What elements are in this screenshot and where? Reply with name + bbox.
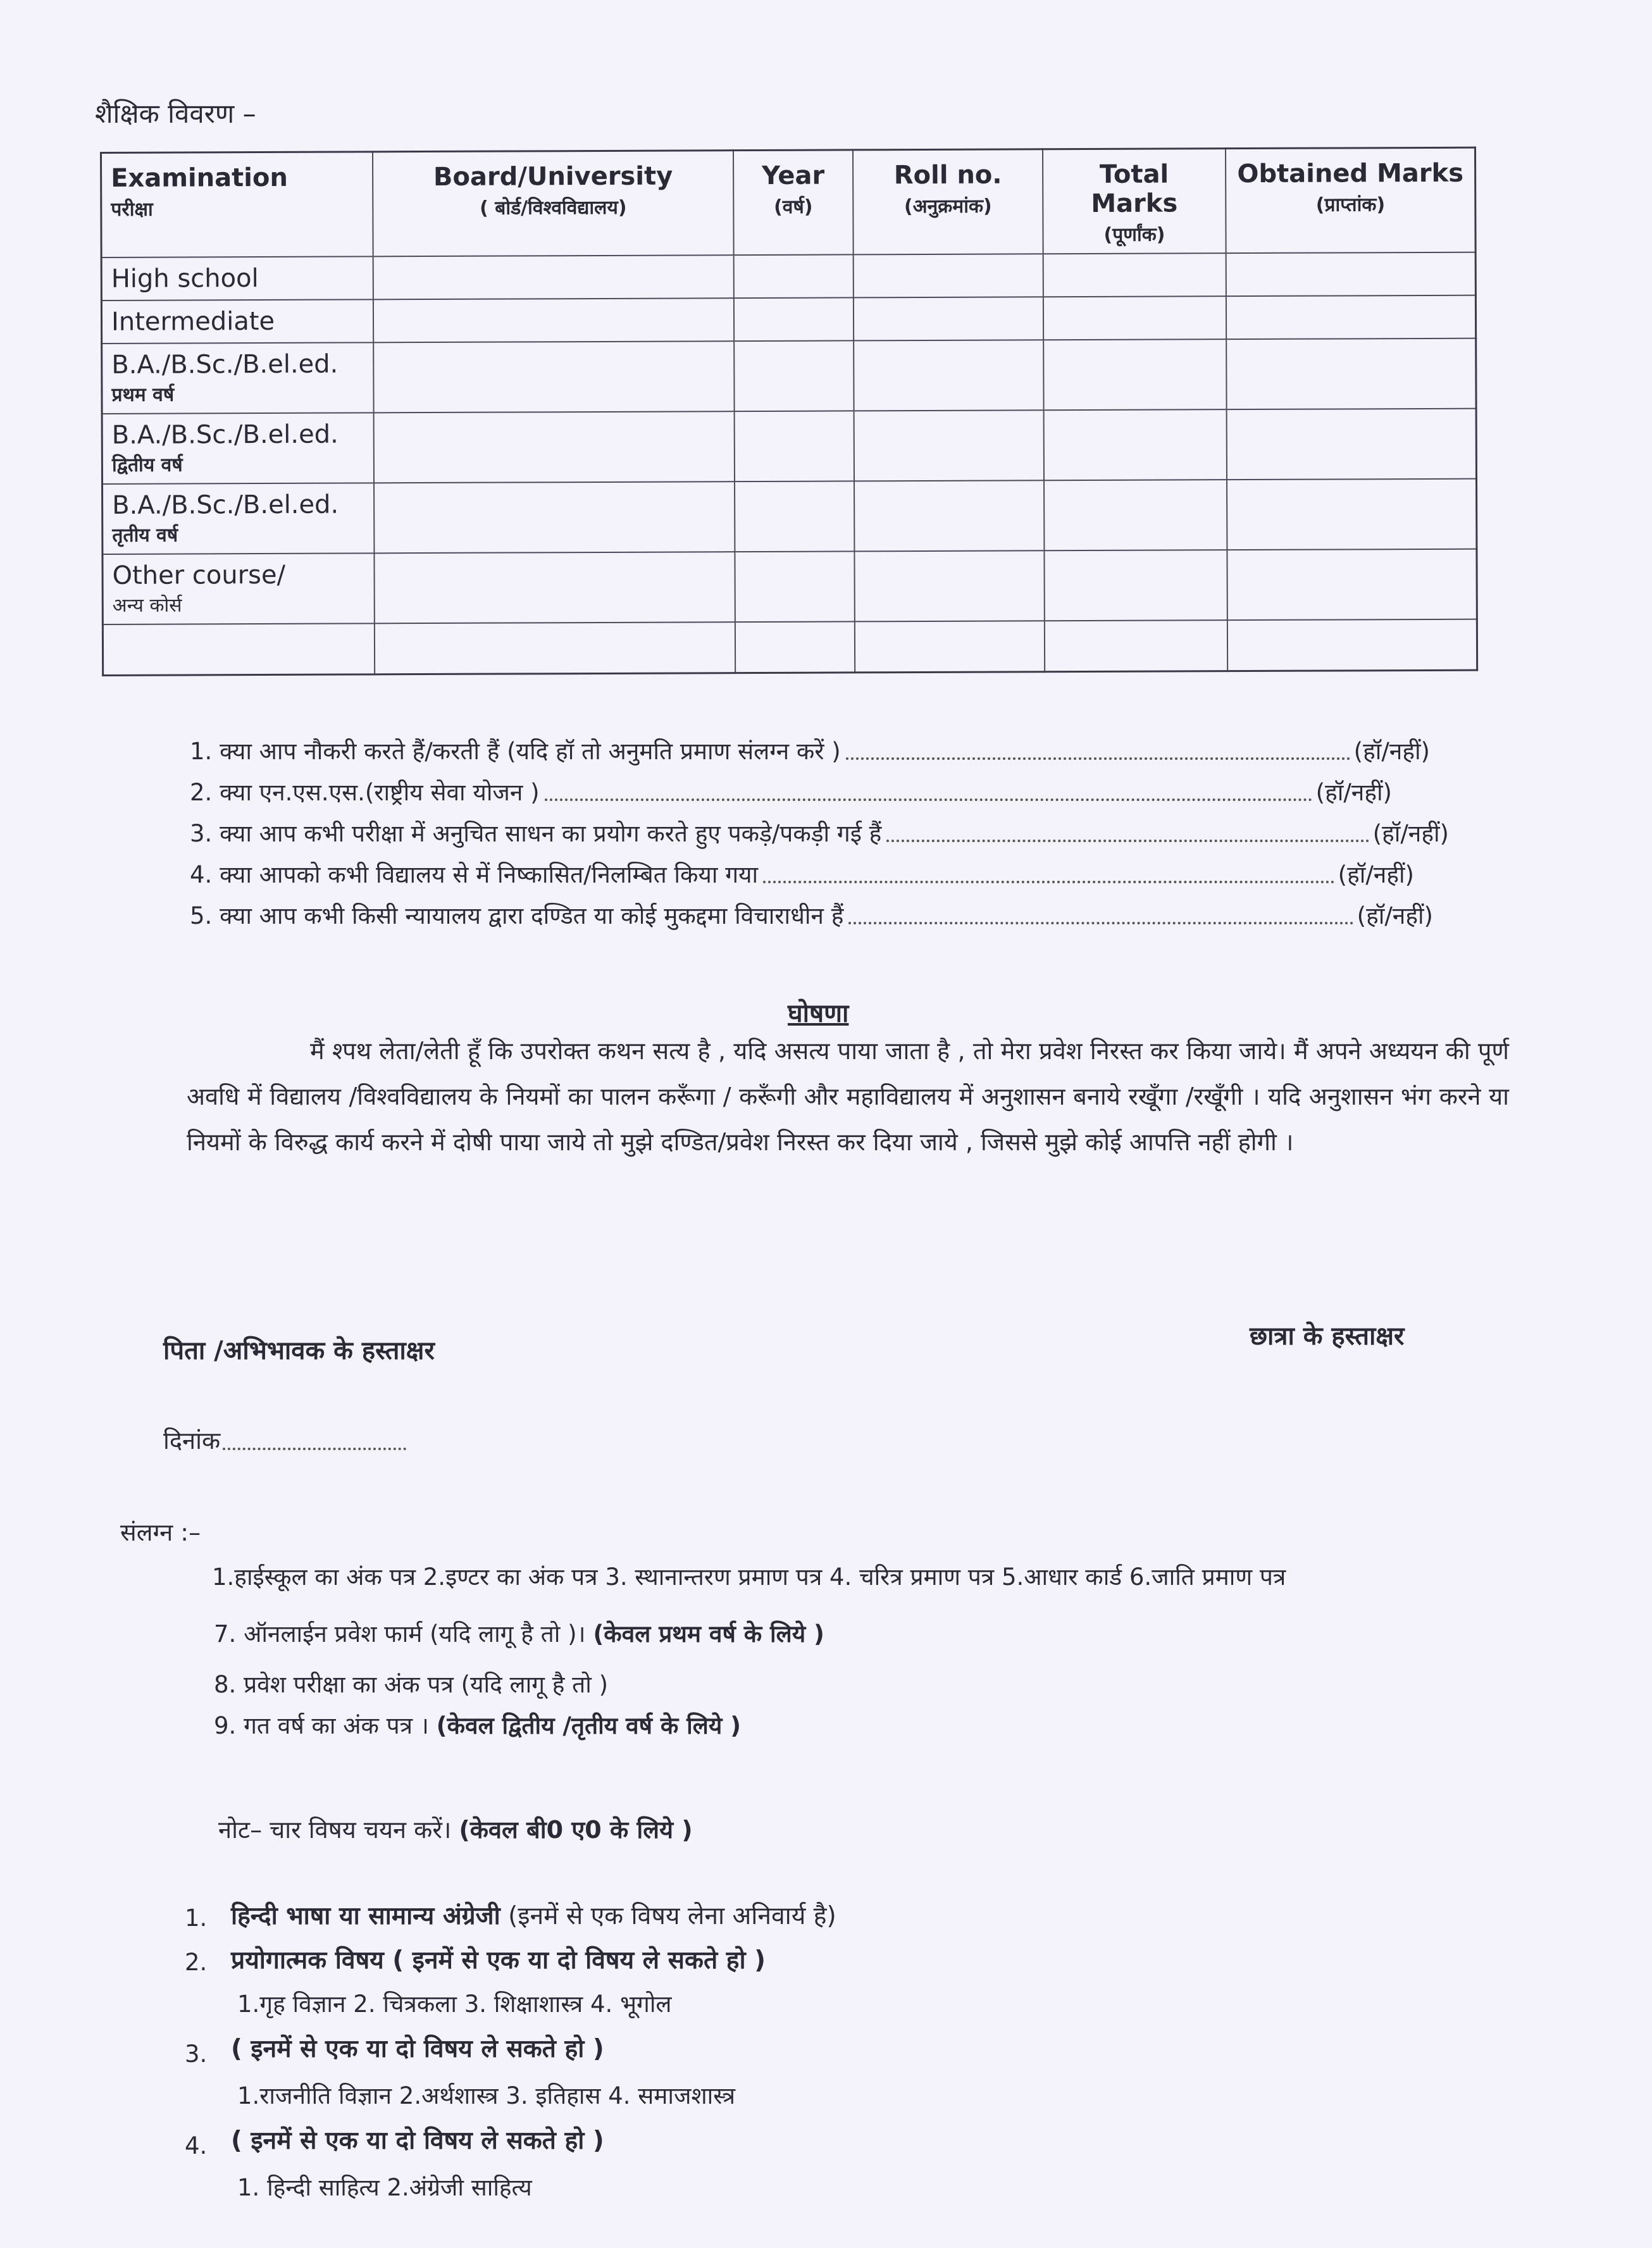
subject-group-number: 3.	[185, 2040, 208, 2068]
board-cell[interactable]	[373, 298, 734, 342]
roll-cell[interactable]	[854, 297, 1043, 340]
board-cell[interactable]	[373, 341, 734, 413]
subject-group-2: प्रयोगात्मक विषय ( इनमें से एक या दो विषय ले सकते हो )	[231, 1946, 766, 1975]
board-cell[interactable]	[374, 481, 735, 553]
total-cell[interactable]	[1043, 296, 1227, 340]
total-cell[interactable]	[1043, 253, 1226, 297]
roll-cell[interactable]	[855, 550, 1045, 621]
question-4: 4. क्या आपको कभी विद्यालय से में निष्कासित/निलम्बित किया गया (हॉ/नहीं)	[190, 861, 1414, 888]
subject-list-4: 1. हिन्दी साहित्य 2.अंग्रेजी साहित्य	[237, 2174, 532, 2201]
table-header-row	[101, 147, 1476, 258]
subject-group-number: 2.	[185, 1949, 208, 1976]
subject-group-4: ( इनमें से एक या दो विषय ले सकते हो )	[231, 2127, 604, 2155]
roll-cell[interactable]	[854, 340, 1043, 411]
roll-cell[interactable]	[854, 410, 1044, 481]
roll-cell[interactable]	[855, 621, 1045, 672]
obtained-cell[interactable]	[1226, 295, 1476, 340]
exam-cell[interactable]	[102, 623, 375, 675]
exam-cell: B.A./B.Sc./B.el.ed. प्रथम वर्ष	[102, 342, 374, 414]
year-cell[interactable]	[734, 411, 854, 481]
header-year: Year (वर्ष)	[733, 150, 854, 255]
subject-list-2: 1.गृह विज्ञान 2. चित्रकला 3. शिक्षाशास्त्र 4. भूगोल	[237, 1990, 672, 2018]
subject-list-3: 1.राजनीति विज्ञान 2.अर्थशास्त्र 3. इतिहास 4. समाजशास्त्र	[237, 2082, 736, 2109]
total-cell[interactable]	[1043, 339, 1227, 410]
table-row	[101, 295, 1475, 344]
attachment-line-1: 1.हाईस्कूल का अंक पत्र 2.इण्टर का अंक पत्र 3. स्थानान्तरण प्रमाण पत्र 4. चरित्र प्रमाण पत्र 5.आधार कार्ड 6.जाति प्रमाण पत्र	[212, 1563, 1286, 1591]
year-cell[interactable]	[734, 340, 854, 411]
board-cell[interactable]	[373, 255, 734, 299]
year-cell[interactable]	[735, 481, 855, 552]
question-3: 3. क्या आप कभी परीक्षा में अनुचित साधन का प्रयोग करते हुए पकड़े/पकड़ी गई हैं (हॉ/नहीं)	[190, 820, 1449, 847]
question-5: 5. क्या आप कभी किसी न्यायालय द्वारा दण्डित या कोई मुकद्दमा विचाराधीन हैं (हॉ/नहीं)	[190, 902, 1433, 929]
obtained-cell[interactable]	[1226, 252, 1476, 297]
table-row	[102, 338, 1476, 414]
board-cell[interactable]	[374, 411, 735, 483]
answer-line[interactable]	[848, 922, 1353, 924]
attachment-line-4: 9. गत वर्ष का अंक पत्र । (केवल द्वितीय /तृतीय वर्ष के लिये )	[214, 1712, 742, 1739]
exam-cell: High school	[101, 256, 373, 301]
obtained-cell[interactable]	[1227, 409, 1477, 480]
board-cell[interactable]	[375, 622, 735, 674]
subject-group-number: 1.	[185, 1904, 208, 1932]
total-cell[interactable]	[1044, 550, 1227, 621]
parent-signature-label: पिता /अभिभावक के हस्ताक्षर	[163, 1336, 435, 1365]
subject-group-number: 4.	[185, 2132, 208, 2159]
student-signature-label: छात्रा के हस्ताक्षर	[1250, 1322, 1405, 1351]
question-2: 2. क्या एन.एस.एस.(राष्ट्रीय सेवा योजन ) (हॉ/नहीं)	[190, 779, 1392, 806]
date-input-line[interactable]	[223, 1448, 406, 1450]
answer-line[interactable]	[886, 840, 1369, 842]
table-row	[102, 549, 1477, 624]
answer-line[interactable]	[763, 881, 1334, 883]
table-row	[102, 619, 1477, 675]
header-total-marks: Total Marks (पूर्णांक)	[1043, 149, 1226, 254]
header-obtained-marks: Obtained Marks (प्राप्तांक)	[1226, 147, 1475, 253]
total-cell[interactable]	[1043, 409, 1227, 480]
header-examination: Examination परीक्षा	[101, 152, 373, 258]
year-cell[interactable]	[733, 254, 854, 298]
obtained-cell[interactable]	[1226, 338, 1476, 410]
obtained-cell[interactable]	[1227, 479, 1477, 550]
answer-line[interactable]	[846, 757, 1350, 760]
total-cell[interactable]	[1045, 620, 1228, 671]
declaration-heading: घोषणा	[788, 999, 849, 1028]
year-cell[interactable]	[733, 297, 854, 341]
section-title: शैक्षिक विवरण –	[95, 98, 256, 129]
roll-cell[interactable]	[854, 480, 1044, 551]
question-1: 1. क्या आप नौकरी करते हैं/करती हैं (यदि हॉ तो अनुमति प्रमाण संलग्न करें ) (हॉ/नहीं)	[190, 738, 1430, 765]
attachment-line-3: 8. प्रवेश परीक्षा का अंक पत्र (यदि लागू है तो )	[214, 1671, 609, 1698]
total-cell[interactable]	[1044, 480, 1227, 550]
subject-group-1: हिन्दी भाषा या सामान्य अंग्रेजी (इनमें से एक विषय लेना अनिवार्य है)	[231, 1902, 836, 1930]
obtained-cell[interactable]	[1227, 619, 1477, 671]
year-cell[interactable]	[735, 621, 855, 673]
header-board: Board/University ( बोर्ड/विश्वविद्यालय)	[373, 151, 733, 257]
exam-cell: B.A./B.Sc./B.el.ed. द्वितीय वर्ष	[102, 413, 374, 484]
exam-cell: Other course/ अन्य कोर्स	[102, 553, 375, 624]
table-row	[102, 479, 1477, 554]
attachments-heading: संलग्न :–	[120, 1518, 201, 1546]
year-cell[interactable]	[735, 551, 855, 622]
attachment-line-2: 7. ऑनलाईन प्रवेश फार्म (यदि लागू है तो )। (केवल प्रथम वर्ष के लिये )	[214, 1620, 824, 1648]
header-roll-no: Roll no. (अनुक्रमांक)	[853, 149, 1043, 255]
answer-line[interactable]	[545, 798, 1312, 801]
board-cell[interactable]	[375, 552, 735, 623]
table-row	[101, 252, 1475, 301]
subject-group-3: ( इनमें से एक या दो विषय ले सकते हो )	[231, 2035, 604, 2063]
exam-cell: Intermediate	[101, 299, 373, 344]
exam-cell: B.A./B.Sc./B.el.ed. तृतीय वर्ष	[102, 483, 375, 554]
obtained-cell[interactable]	[1227, 549, 1477, 621]
date-field: दिनांक	[163, 1424, 406, 1456]
roll-cell[interactable]	[854, 254, 1043, 297]
declaration-body: मैं श्पथ लेता/लेती हूँ कि उपरोक्त कथन सत्य है , यदि असत्य पाया जाता है , तो मेरा प्रवेश निरस्त कर किया जाये। मैं अपने अध्ययन की पूर्ण अवधि में विद्यालय /विश्वविद्यालय के नियमों का पालन करूँगा / करूँगी और महाविद्यालय में अनुशासन बनाये रखूँगा /रखूँगी । यदि अनुशासन भंग करने या नियमों के विरुद्ध कार्य करने में दोषी पाया जाये तो मुझे दण्डित/प्रवेश निरस्त कर दिया जाये , जिससे मुझे कोई आपत्ति नहीं होगी ।	[187, 1037, 1509, 1156]
note-line: नोट– चार विषय चयन करें। (केवल बी0 ए0 के लिये )	[218, 1816, 693, 1844]
education-table	[100, 147, 1478, 676]
table-row	[102, 409, 1476, 484]
